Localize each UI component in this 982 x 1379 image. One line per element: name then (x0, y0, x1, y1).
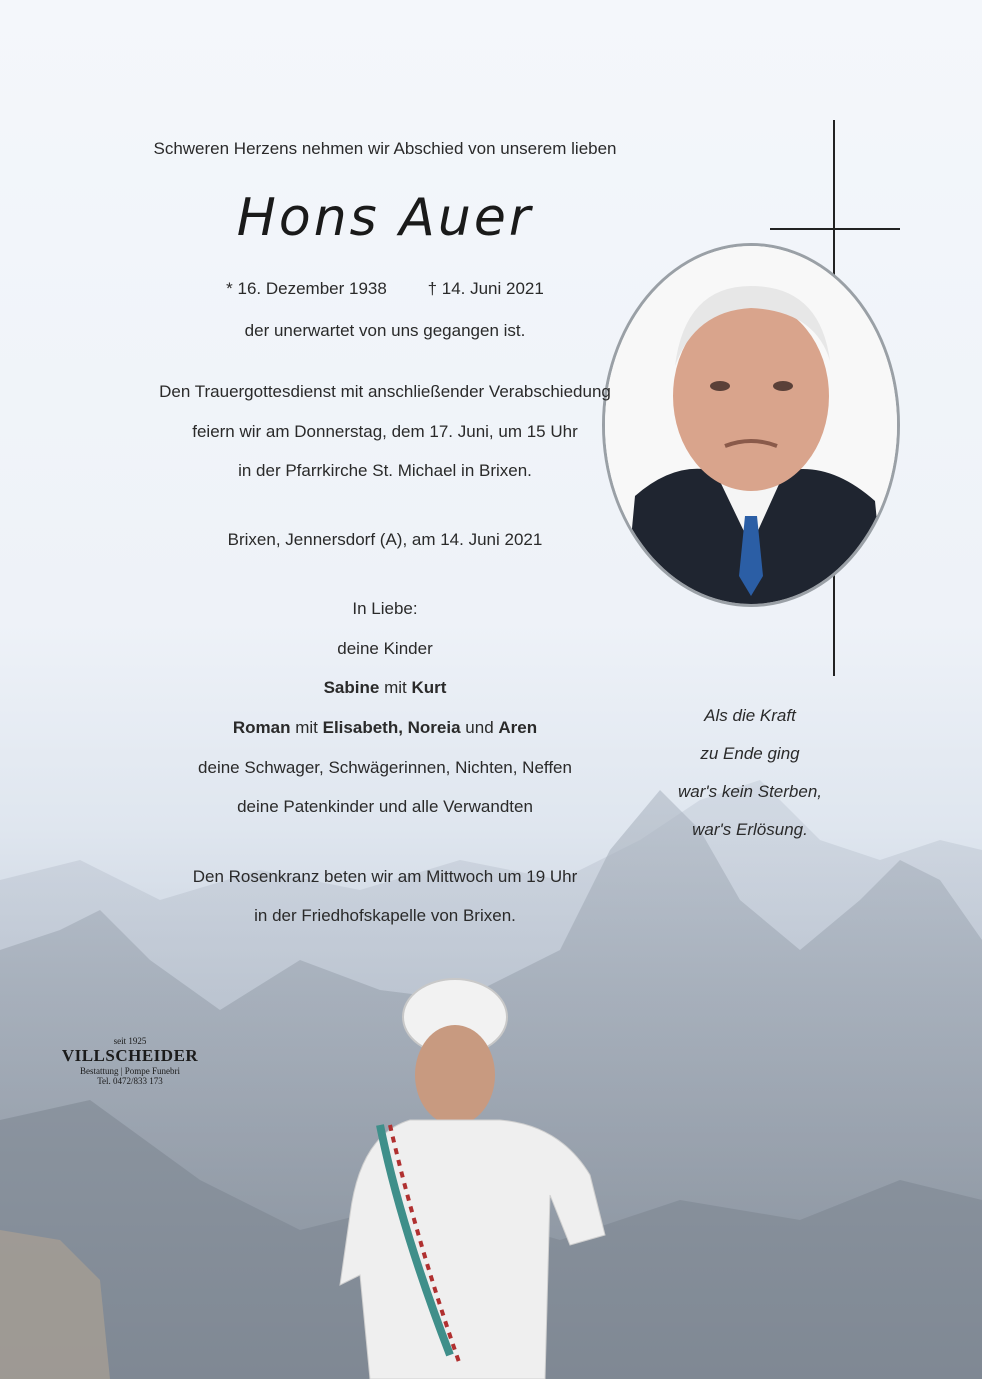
quote-line-2: zu Ende ging (700, 744, 800, 763)
word-and: und (465, 718, 494, 737)
life-dates (70, 278, 700, 300)
deceased-name: Hons Auer (236, 188, 534, 248)
service-line-1: Den Trauergottesdienst mit anschließender Verabschiedung (159, 382, 611, 401)
name-sabine: Sabine (323, 678, 380, 697)
word-with-2: mit (295, 718, 318, 737)
cross-horizontal (770, 228, 900, 230)
logo-phone: Tel. 0472/833 173 (97, 1076, 163, 1086)
place-date: Brixen, Jennersdorf (A), am 14. Juni 2021 (227, 530, 543, 549)
children-line: deine Kinder (337, 639, 433, 658)
name-elisabeth-noreia: Elisabeth, Noreia (322, 718, 461, 737)
logo-subtitle: Bestattung | Pompe Funebri (79, 1066, 181, 1076)
intro-line: Schweren Herzens nehmen wir Abschied von unserem lieben (153, 139, 617, 158)
logo-brand: VILLSCHEIDER (61, 1046, 199, 1065)
quote-line-4: war's Erlösung. (692, 820, 808, 839)
in-love: In Liebe: (352, 599, 418, 618)
logo-since: seit 1925 (113, 1036, 147, 1046)
family-line-1 (70, 677, 700, 699)
name-roman: Roman (232, 718, 291, 737)
service-line-3: in der Pfarrkirche St. Michael in Brixen. (238, 461, 532, 480)
rosary-line-2: in der Friedhofskapelle von Brixen. (254, 906, 516, 925)
memorial-quote (640, 697, 860, 849)
rosary-line-1: Den Rosenkranz beten wir am Mittwoch um 19 Uhr (192, 867, 578, 886)
notice-text (70, 0, 700, 1379)
name-kurt: Kurt (411, 678, 447, 697)
funeral-home-logo (60, 1036, 200, 1086)
quote-line-3: war's kein Sterben, (677, 782, 823, 801)
passed-line: der unerwartet von uns gegangen ist. (244, 321, 526, 340)
relatives-line-1: deine Schwager, Schwägerinnen, Nichten, Neffen (198, 758, 572, 777)
death-date: † 14. Juni 2021 (427, 279, 544, 298)
quote-line-1: Als die Kraft (704, 706, 796, 725)
service-line-2: feiern wir am Donnerstag, dem 17. Juni, um 15 Uhr (192, 422, 578, 441)
birth-date: * 16. Dezember 1938 (226, 279, 387, 298)
word-with: mit (384, 678, 407, 697)
name-aren: Aren (498, 718, 538, 737)
family-line-2 (70, 717, 700, 739)
relatives-line-2: deine Patenkinder und alle Verwandten (237, 797, 533, 816)
